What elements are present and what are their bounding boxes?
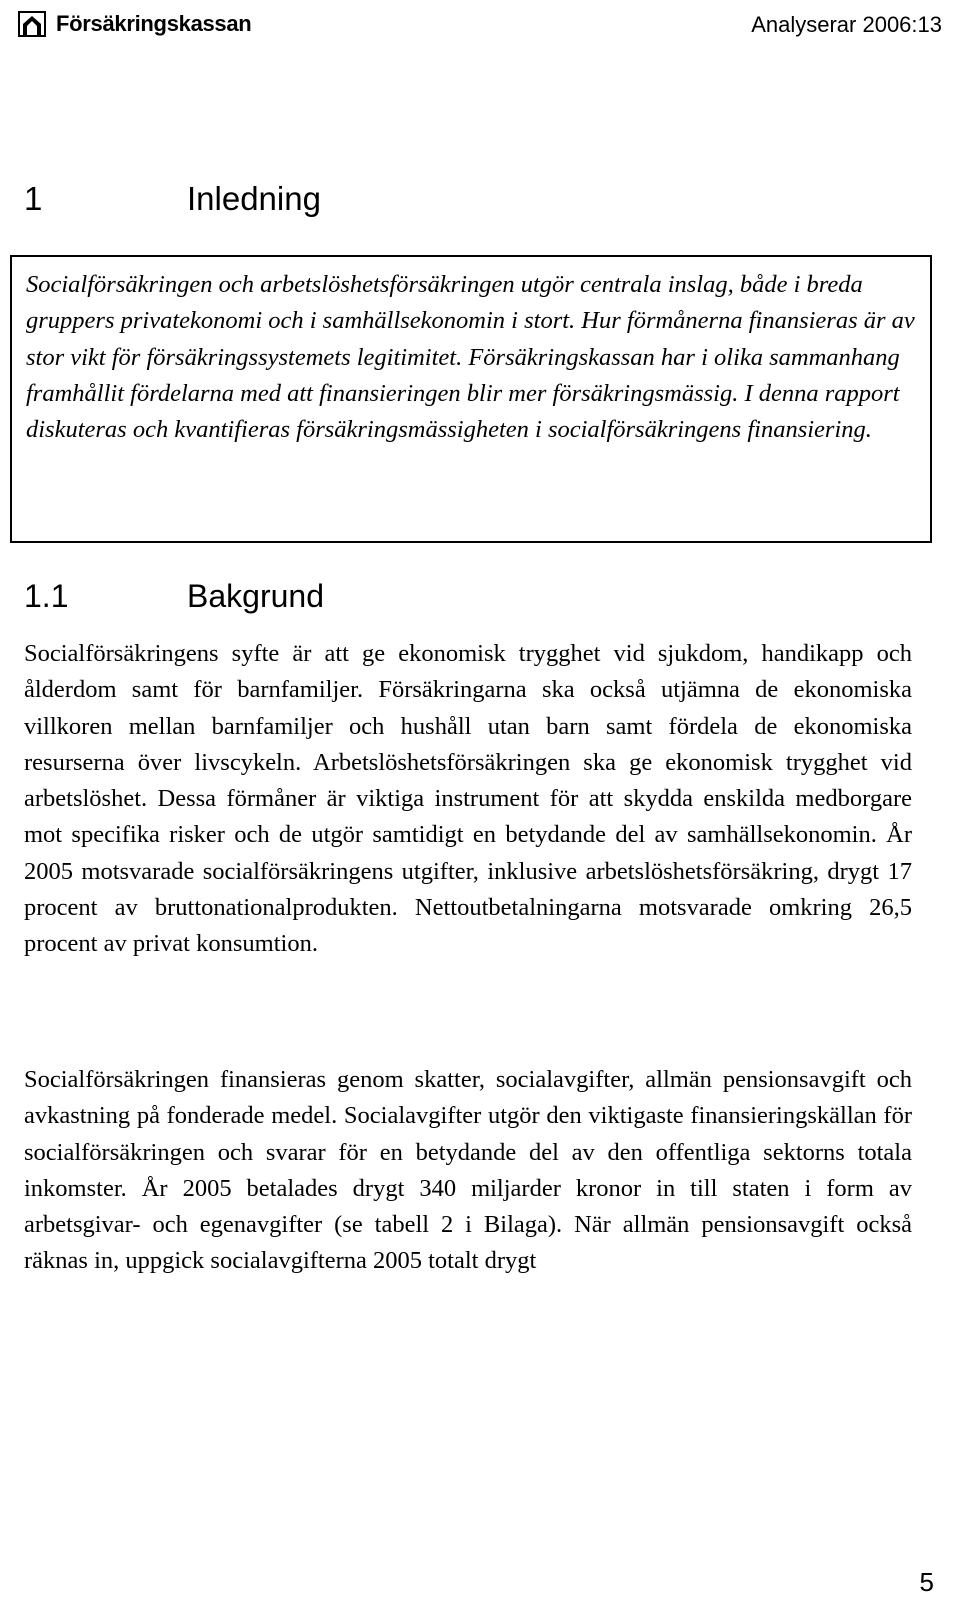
section-title: Bakgrund [187, 578, 324, 614]
section-heading [24, 578, 324, 615]
chapter-heading [24, 180, 321, 218]
section-number: 1.1 [24, 578, 69, 614]
house-logo-icon [18, 11, 46, 37]
organization-name: Försäkringskassan [56, 11, 252, 36]
chapter-number: 1 [24, 180, 43, 217]
body-paragraph: Socialförsäkringen finansieras genom skatter, socialavgifter, allmän pensionsavgift och avkastning på fonderade medel. Socialavgifter utgör den viktigaste finansieringskällan för socialförsäkringen och svarar för en betydande del av den offentliga sektorns totala inkomster. År 2005 betalades drygt 340 miljarder kronor in till staten i form av arbetsgivar- och egenavgifter (se tabell 2 i Bilaga). När allmän pensionsavgift också räknas in, uppgick socialavgifterna 2005 totalt drygt [24, 1066, 912, 1275]
logo [18, 6, 251, 42]
summary-text: Socialförsäkringen och arbetslöshetsförsäkringen utgör centrala inslag, både i breda gruppers privatekonomi och i samhällsekonomin i stort. Hur förmånerna finansieras är av stor vikt för försäkringssystemets legitimitet. Försäkringskassan har i olika sammanhang framhållit fördelarna med att finansieringen blir mer försäkringsmässig. I denna rapport diskuteras och kvantifieras försäkringsmässigheten i socialförsäkringens finansiering. [26, 271, 915, 444]
summary-box [10, 255, 932, 543]
report-series: Analyserar 2006:13 [751, 12, 942, 37]
chapter-title: Inledning [187, 180, 321, 217]
page-number: 5 [919, 1567, 934, 1597]
body-paragraph: Socialförsäkringens syfte är att ge ekonomisk trygghet vid sjukdom, handikapp och ålderdom samt för barnfamiljer. Försäkringarna ska också utjämna de ekonomiska villkoren mellan barnfamiljer och hushåll utan barn samt fördela de ekonomiska resurserna över livscykeln. Arbetslöshetsförsäkringen ska ge ekonomisk trygghet vid arbetslöshet. Dessa förmåner är viktiga instrument för att skydda enskilda medborgare mot specifika risker och de utgör samtidigt en betydande del av samhällsekonomin. År 2005 motsvarade socialförsäkringens utgifter, inklusive arbetslöshetsförsäkring, drygt 17 procent av bruttonationalprodukten. Nettoutbetalningarna motsvarade omkring 26,5 procent av privat konsumtion. [24, 640, 912, 958]
page-header [18, 6, 942, 42]
